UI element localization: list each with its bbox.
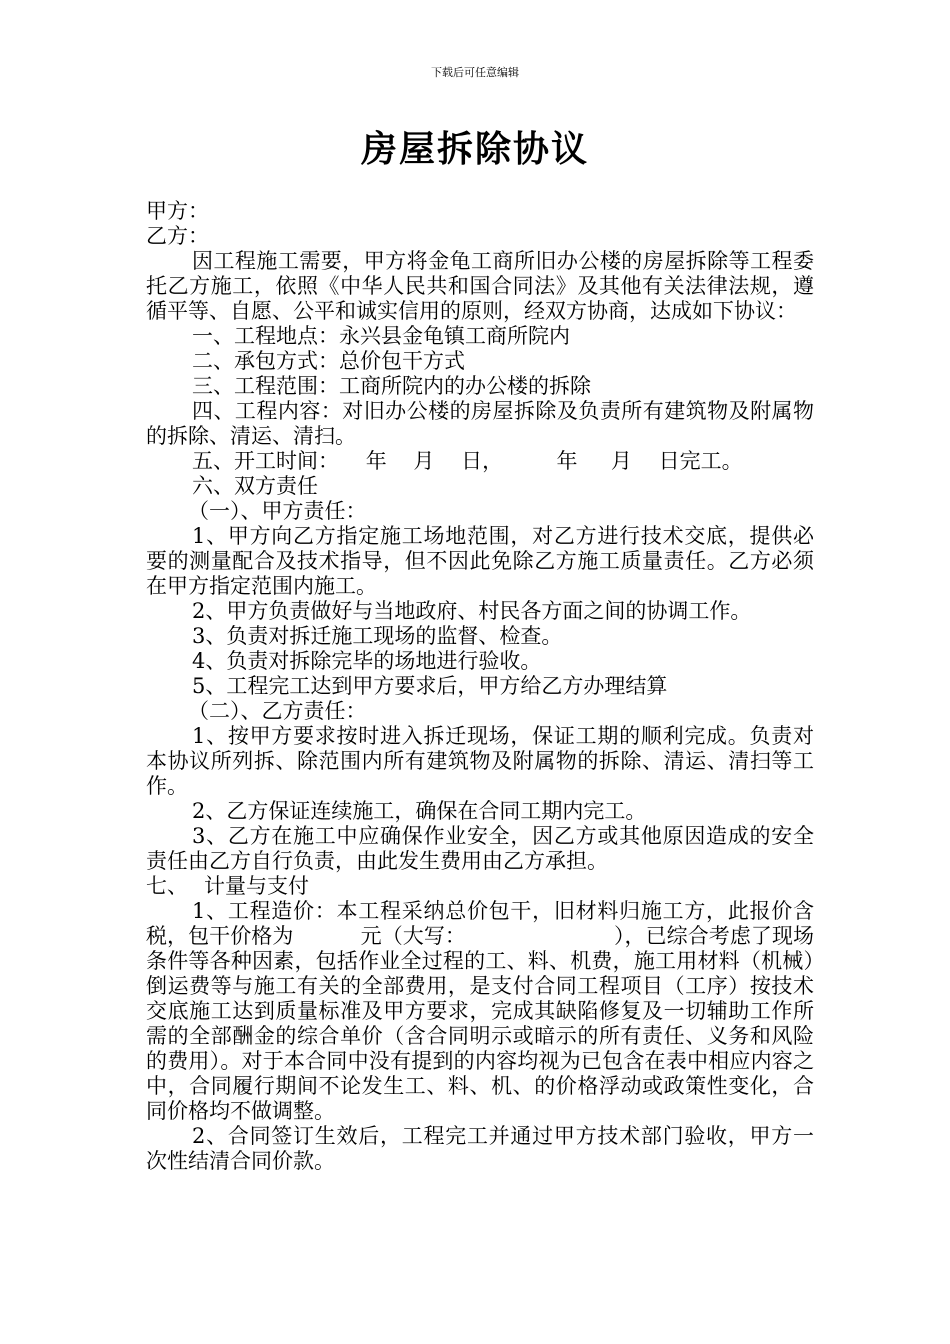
payment-paragraph-2: 2、合同签订生效后，工程完工并通过甲方技术部门验收，甲方一次性结清合同价款。 [146,1124,814,1173]
document-title: 房屋拆除协议 [360,129,589,170]
clause-responsibilities: 六、双方责任 [192,474,318,498]
clause-content: 四、工程内容：对旧办公楼的房屋拆除及负责所有建筑物及附属物的拆除、清运、清扫。 [146,399,814,448]
clause-scope: 三、工程范围：工商所院内的办公楼的拆除 [192,374,591,398]
section-7-heading [146,874,814,899]
section-7-title: 计量与支付 [204,874,309,898]
party-a-duty-3: 3、负责对拆迁施工现场的监督、检查。 [192,624,563,648]
party-a-duty-1: 1、甲方向乙方指定施工场地范围，对乙方进行技术交底，提供必要的测量配合及技术指导，但不因此免除乙方施工质量责任。乙方必须在甲方指定范围内施工。 [146,524,814,598]
clause-location: 一、工程地点：永兴县金龟镇工商所院内 [192,324,570,348]
intro-paragraph: 因工程施工需要，甲方将金龟工商所旧办公楼的房屋拆除等工程委托乙方施工，依照《中华人民共和国合同法》及其他有关法律法规，遵循平等、自愿、公平和诚实信用的原则，经双方协商，达成如下协议： [146,249,814,323]
clause-contract-method: 二、承包方式：总价包干方式 [192,349,465,373]
party-b-duties-heading: （二）、乙方责任： [188,699,367,723]
party-a-duties-heading: （一）、甲方责任： [188,499,367,523]
party-a-line: 甲方： [146,199,209,223]
section-7-number: 七、 [146,874,188,898]
party-b-duty-1: 1、按甲方要求按时进入拆迁现场，保证工期的顺利完成。负责对本协议所列拆、除范围内所有建筑物及附属物的拆除、清运、清扫等工作。 [146,724,814,798]
party-b-line: 乙方： [146,224,209,248]
payment-paragraph-1: 1、工程造价：本工程采纳总价包干，旧材料归施工方，此报价含税，包干价格为 元（大写： ），已综合考虑了现场条件等各种因素，包括作业全过程的工、料、机费，施工用材料（机械）倒运费等与施工有关的全部费用，是支付合同工程项目（工序）按技术交底施工达到质量标准及甲方要求，完成其缺陷修复及一切辅助工作所需的全部酬金的综合单价（含合同明示或暗示的所有责任、义务和风险的费用）。对于本合同中没有提到的内容均视为已包含在表中相应内容之中，合同履行期间不论发生工、料、机、的价格浮动或政策性变化，合同价格均不做调整。 [146,899,814,1123]
clause-schedule: 五、开工时间： 年 月 日， 年 月 日完工。 [192,449,743,473]
document-body [146,199,814,1174]
party-a-duty-4: 4、负责对拆除完毕的场地进行验收。 [192,649,542,673]
party-b-duty-2: 2、乙方保证连续施工，确保在合同工期内完工。 [192,799,647,823]
header-note: 下载后可任意编辑 [431,66,519,79]
party-a-duty-5: 5、工程完工达到甲方要求后，甲方给乙方办理结算 [192,674,668,698]
party-a-duty-2: 2、甲方负责做好与当地政府、村民各方面之间的协调工作。 [192,599,752,623]
party-b-duty-3: 3、乙方在施工中应确保作业安全，因乙方或其他原因造成的安全责任由乙方自行负责，由此发生费用由乙方承担。 [146,824,814,873]
